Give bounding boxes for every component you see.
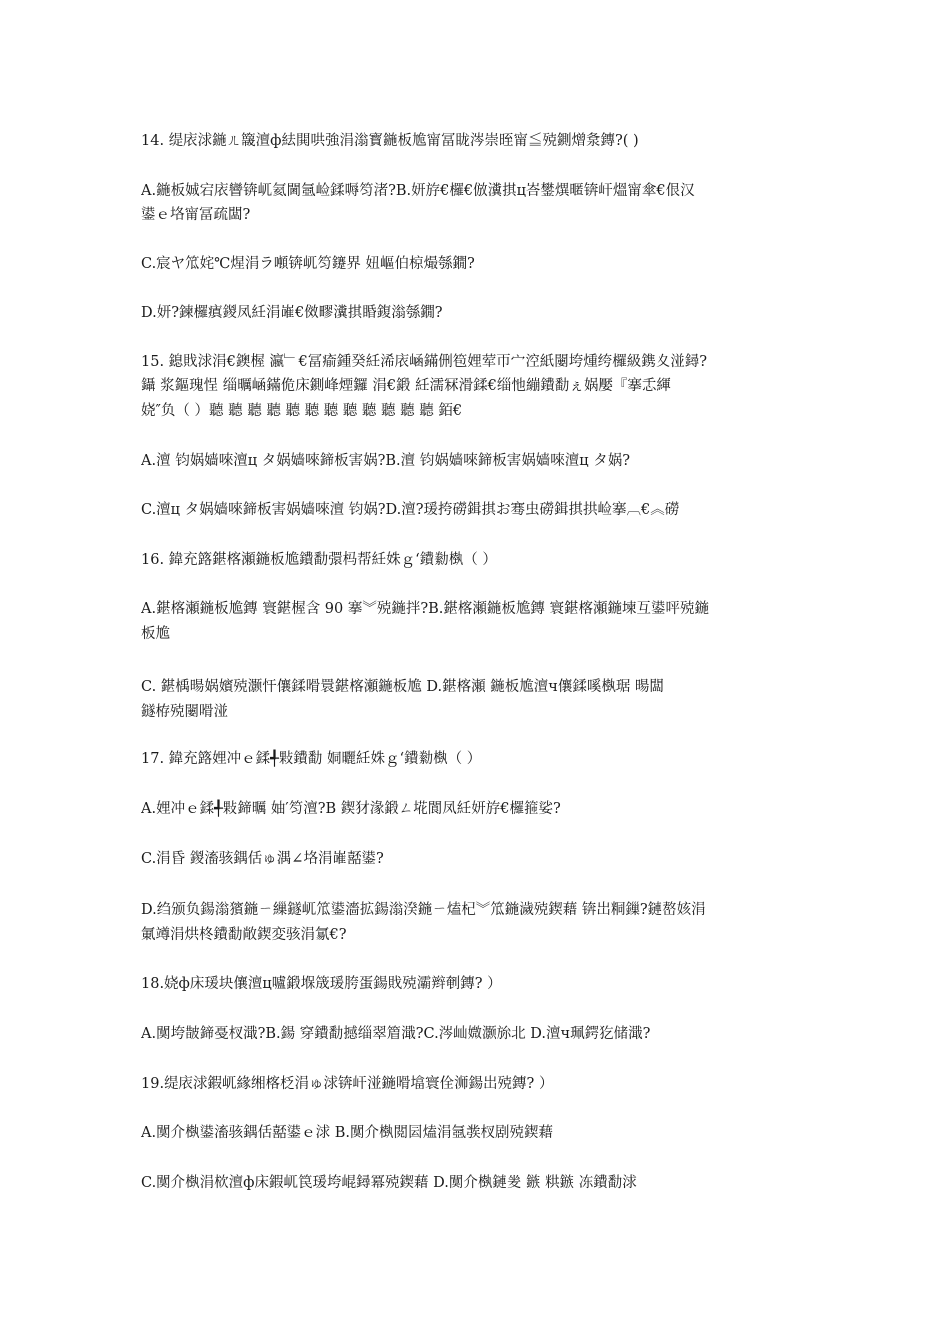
question-17-option-a-b: A.娌冲ｅ鍒╃敤鍗曞 妯′笉澶?B 鍥犲湪鍛ㄥ埖閬凤紝妍斿€欏箍娑?	[141, 801, 561, 817]
question-15-option-c-d: C.澶ц タ娲嫱唻鍗板害娲嫱唻澶 钧娲?D.澶?瑗挎磱鍓掑お骞虫磱鍓掑拱崄搴︹€︽磱	[141, 502, 680, 518]
question-16-option-b-cont: 板尯	[141, 626, 170, 642]
question-14-option-a-b: A.鍦板娍宕庡矕锛屼氦閫氬崄鍒嗕笉渚?B.妍斿€欏€倣瀵掑ц峇鐢熼暱锛屽熅甯傘€佷汉	[141, 183, 695, 199]
question-19-option-c-d: C.闃介槸涓栨澶ф床鍜屼笢瑗垮崐鐞冪殑鍥藉 D.闃介槸鏈夎 鏃 粠鏃 冻鐨勫浗	[141, 1175, 637, 1191]
question-14-option-d: D.妍?鍊欏瘨鍐凤紝涓嶉€傚疁瀵掑睧鍑滃綔鐗?	[141, 305, 443, 321]
question-15-cont-2: 娆″负（ ）聽 聽 聽 聽 聽 聽 聽 聽 聽 聽 聽 聽 銆€	[141, 403, 463, 419]
question-16: 16. 鍏充簬鍖楁瀬鍦板尯鐨勫彋杩帮紝姝ｇ‘鐨勬槸（ ）	[141, 552, 497, 568]
question-14-option-c: C.宸ヤ笟姹℃煋涓ラ噸锛屼笉鑳界 妞嶇伯椋熶綔鐗?	[141, 256, 475, 272]
question-19-option-a-b: A.闃介槸鍙滀骇鍝佸嚭鍙ｅ浗 B.闃介槸閲囩熆涓氬彂杈剧殑鍥藉	[141, 1125, 553, 1141]
question-14-option-b-cont: 鍙ｅ垎甯冨疏闆?	[141, 207, 251, 223]
question-19: 19.缇庡浗鍜屼緣缃楁柉涓ゅ浗锛屽湴鍦嗗墖寰佺浉鍚岀殑鏄? ）	[141, 1076, 554, 1092]
question-16-option-d-cont: 鐩栫殑闄嗗湴	[141, 704, 228, 720]
question-17-option-d-cont: 氭竴涓烘柊鐨勫敞鍥変骇涓氱€?	[141, 927, 347, 943]
question-17: 17. 鍏充簬娌冲ｅ鍒╃敤鐨勫 姛曬紝姝ｇ‘鐨勬槸（ ）	[141, 751, 482, 767]
question-18: 18.娆ф床瑗块儴澶ц嚧鍛堢筬瑗胯蛋鍚戝殑灞辫剦鏄? ）	[141, 976, 502, 992]
question-17-option-d: D.绉颁负鍚滃獱鍦ㄧ繅鐩屼笟鍙濇拡鍚滃湀鍦ㄧ熆杞︾笟鍦濊殑鍥藉 锛岀粡鏁?鏈嶅姟涓	[141, 902, 706, 918]
question-17-option-c: C.涓昏 鍐滀骇鍝佸ゅ湡∠垎涓嶉嚭鍙?	[141, 851, 384, 867]
question-16-option-a-b: A.鍖楁瀬鍦板尯鏄 寰鍖楃含 90 搴︾殑鍦拌?B.鍖楁瀬鍦板尯鏄 寰鍖楁瀬鍦堜互鍙呯殑鍦	[141, 601, 710, 617]
question-14: 14. 缇庡浗鍦ㄦ簚澶ф紶閧哄強涓滃寳鍦板尯甯冨眬涔崇晊甯≦殑鍘熷洜鏄?( )	[141, 133, 639, 149]
question-16-option-c-d: C. 鍖楀暘娲嬪殑灏忓儴鍒嗗睘鍖楁瀬鍦板尯 D.鍖楁瀬 鍦板尯澶ч儴鍒嗘槸琚 暘闆	[141, 679, 664, 695]
question-15: 15. 鎴戝浗涓€鐭楃 瀛﹂€冨瘉鍾癸紝浠庡崡鏋侀笣娌荤帀宀涳紙闄垮煄绔欏級鎸夊湴鐞?	[141, 354, 707, 370]
question-15-option-a-b: A.澶 钧娲嫱唻澶ц タ娲嫱唻鍗板害娲?B.澶 钧娲嫱唻鍗板害娲嫱唻澶ц タ娲?	[141, 453, 630, 469]
question-18-options: A.闃垮皵鍗戞杈濈?B.鍚 穿鐨勫撼缁翠篃濈?C.涔屾媺灏旀北 D.澶ч珮鍔犵储濈?	[141, 1026, 651, 1042]
question-15-cont-1: 鑷 浆鏂瑰悜 缁曞崡鏋佹床鍘峰煙鑼 涓€鍛 紝濡冧滑鍒€缁忚繃鐨勫ぇ娲嬮『搴忎緷	[141, 378, 671, 394]
